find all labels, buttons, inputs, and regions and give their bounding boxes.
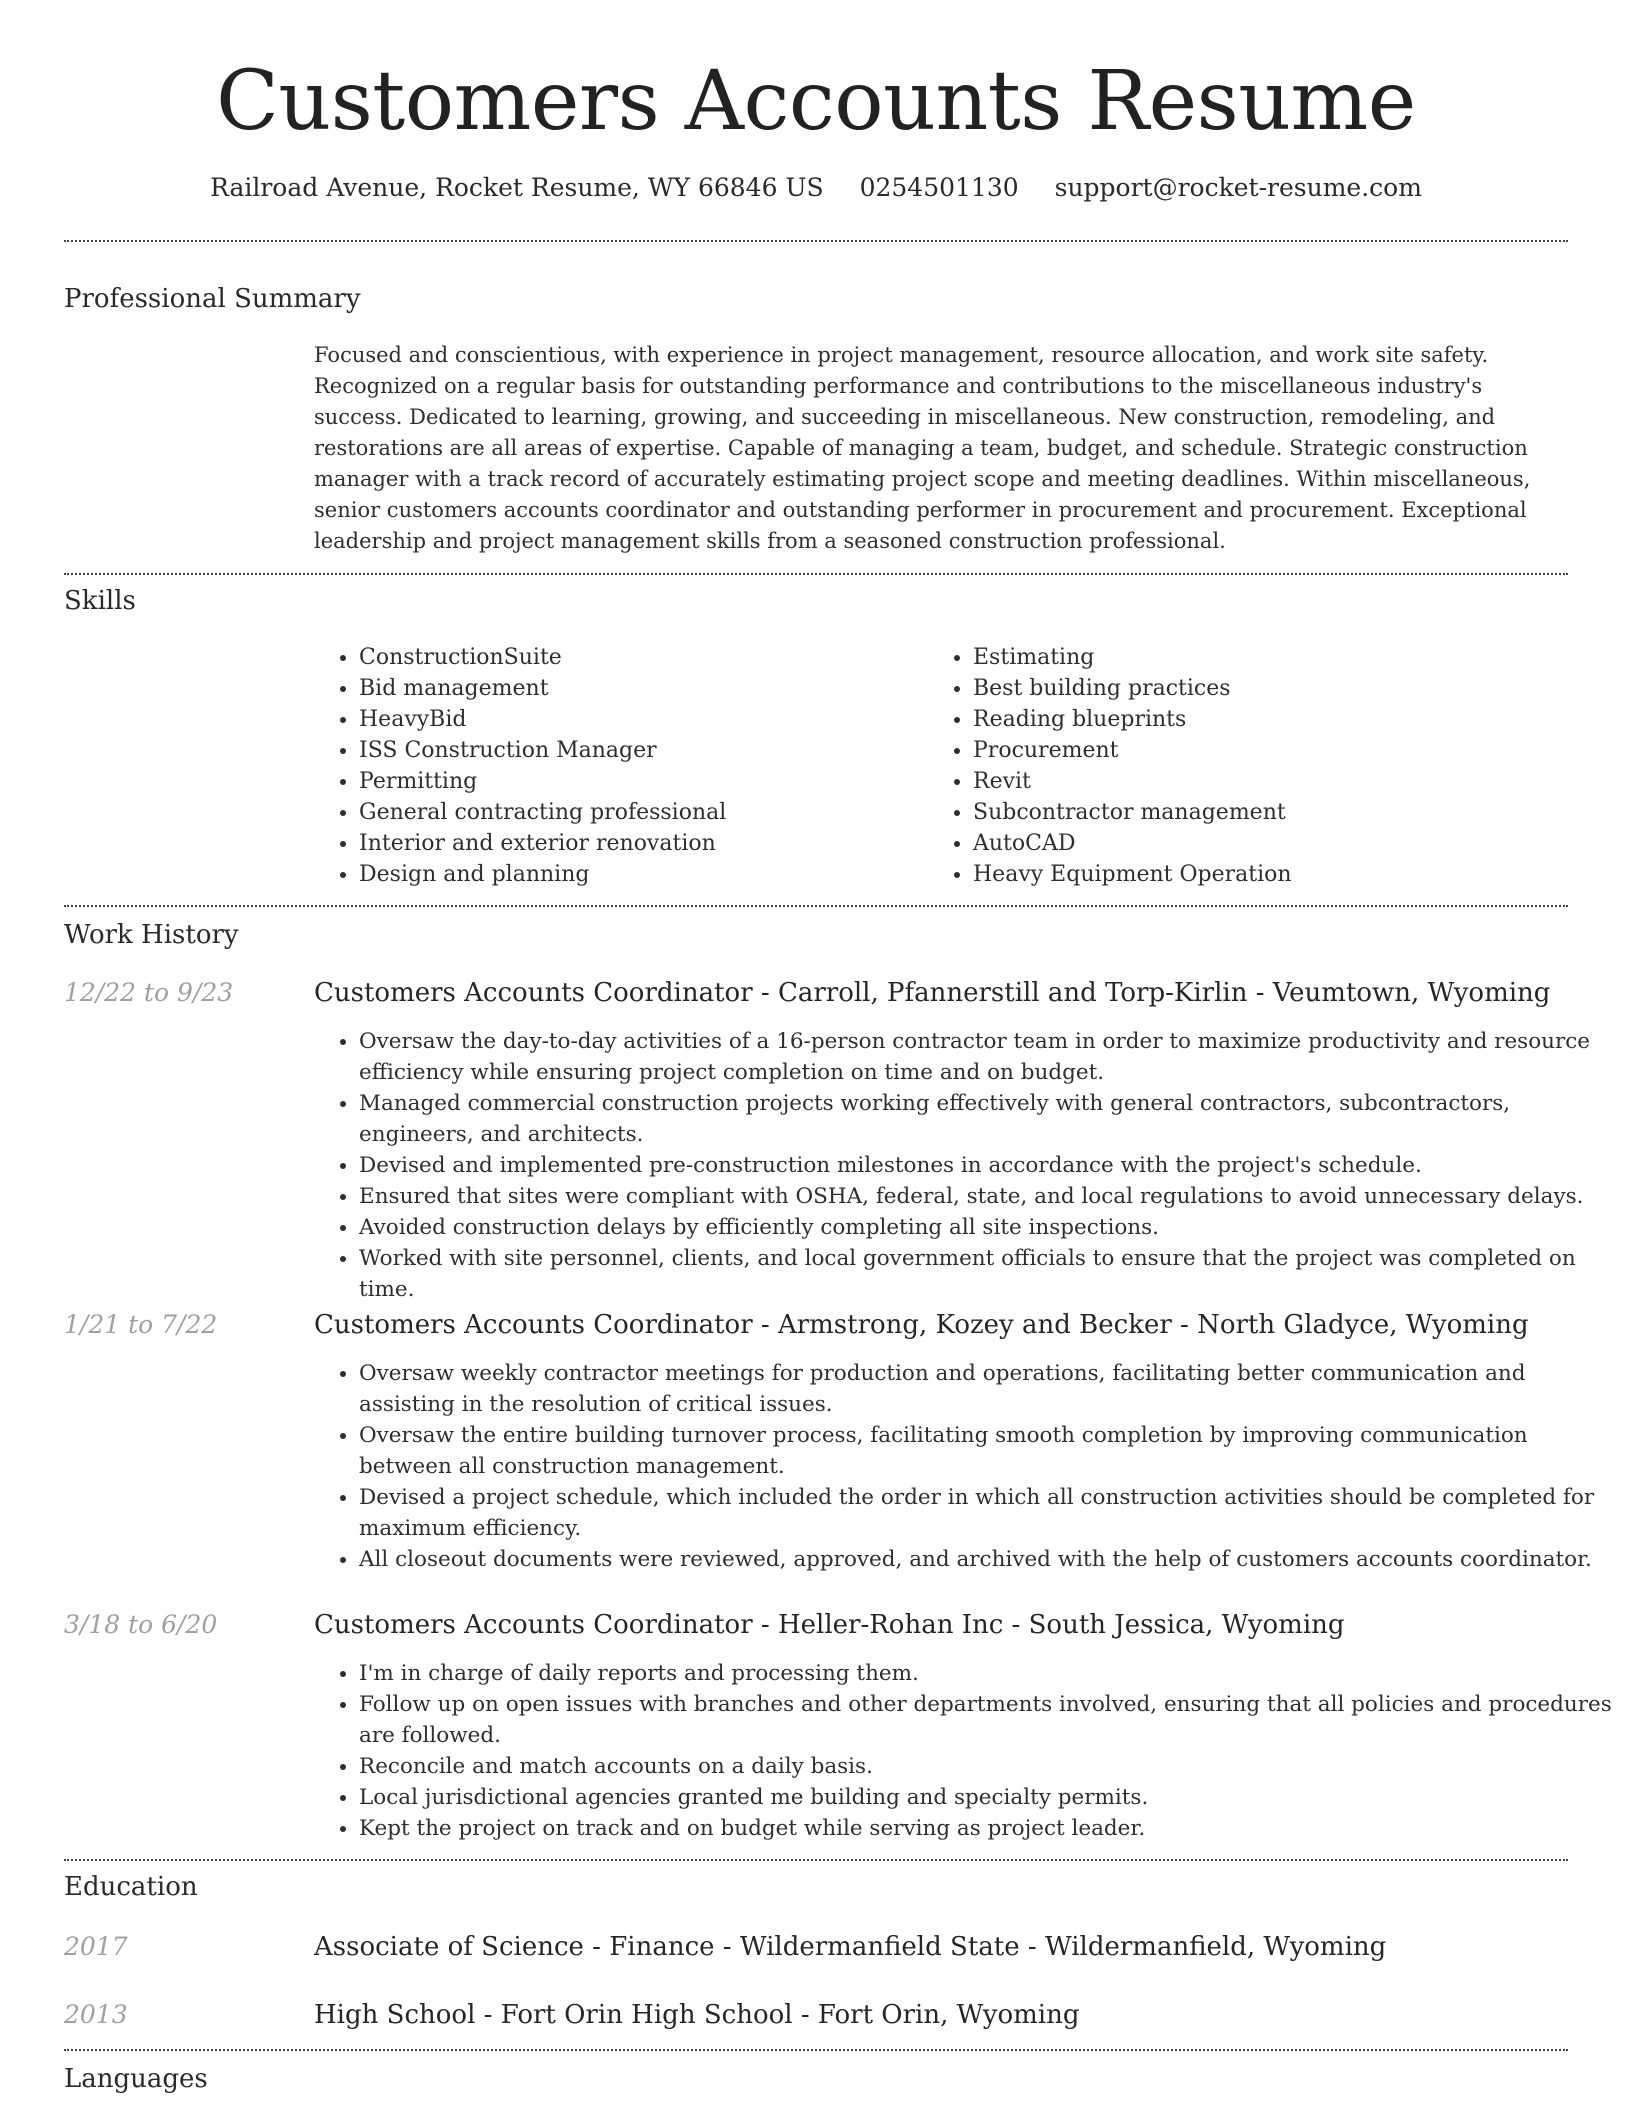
job-title: Customers Accounts Coordinator - Heller-Rohan Inc - South Jessica, Wyoming xyxy=(314,1610,1345,1640)
skill-item: • Subcontractor management xyxy=(973,797,1573,828)
skill-item: • Best building practices xyxy=(973,673,1573,704)
contact-email: support@rocket-resume.com xyxy=(1054,173,1422,202)
skill-item: • ConstructionSuite xyxy=(359,642,919,673)
job-dates: 3/18 to 6/20 xyxy=(64,1610,218,1639)
job-dates: 12/22 to 9/23 xyxy=(64,978,234,1007)
contact-address: Railroad Avenue, Rocket Resume, WY 66846 US xyxy=(210,173,824,202)
education-entry: High School - Fort Orin High School - Fort Orin, Wyoming xyxy=(314,2000,1080,2030)
divider xyxy=(64,905,1568,907)
job-dates: 1/21 to 7/22 xyxy=(64,1310,218,1339)
divider xyxy=(64,573,1568,575)
job-bullets xyxy=(314,1026,1613,1305)
job-title: Customers Accounts Coordinator - Armstrong, Kozey and Becker - North Gladyce, Wyoming xyxy=(314,1310,1529,1340)
divider xyxy=(64,1859,1568,1861)
languages-heading: Languages xyxy=(64,2064,208,2094)
job-bullet: • Follow up on open issues with branches and other departments involved, ensuring that all policies and procedures are followed. xyxy=(359,1689,1613,1751)
job-bullet: • Managed commercial construction projects working effectively with general contractors, subcontractors, engineers, and architects. xyxy=(359,1088,1613,1150)
education-heading: Education xyxy=(64,1872,198,1902)
job-bullet: • Devised a project schedule, which included the order in which all construction activities should be completed for maximum efficiency. xyxy=(359,1482,1613,1544)
skill-item: • Design and planning xyxy=(359,859,919,890)
work-heading: Work History xyxy=(64,920,239,950)
job-bullet: • Devised and implemented pre-construction milestones in accordance with the project's schedule. xyxy=(359,1150,1613,1181)
skills-heading: Skills xyxy=(64,586,136,616)
job-bullet: • Reconcile and match accounts on a daily basis. xyxy=(359,1751,1613,1782)
skill-item: • Estimating xyxy=(973,642,1573,673)
skills-list-right xyxy=(928,642,1573,890)
skill-item: • Reading blueprints xyxy=(973,704,1573,735)
skill-item: • Procurement xyxy=(973,735,1573,766)
resume-title: Customers Accounts Resume xyxy=(216,54,1416,149)
skill-item: • Interior and exterior renovation xyxy=(359,828,919,859)
divider xyxy=(64,240,1568,242)
summary-text: Focused and conscientious, with experience in project management, resource allocation, and work site safety. Recognized on a regular basis for outstanding performance and contributions to the miscellaneous industry's success. Dedicated to learning, growing, and succeeding in miscellaneous. New construction, remodeling, and restorations are all areas of expertise. Capable of managing a team, budget, and schedule. Strategic construction manager with a track record of accurately estimating project scope and meeting deadlines. Within miscellaneous, senior customers accounts coordinator and outstanding performer in procurement and procurement. Exceptional leadership and project management skills from a seasoned construction professional. xyxy=(314,343,1531,553)
education-year: 2013 xyxy=(64,2000,128,2029)
job-bullet: • Ensured that sites were compliant with OSHA, federal, state, and local regulations to avoid unnecessary delays. xyxy=(359,1181,1613,1212)
job-bullet: • Oversaw the entire building turnover process, facilitating smooth completion by improving communication between all construction management. xyxy=(359,1420,1613,1482)
contact-line xyxy=(0,170,1632,206)
contact-phone: 0254501130 xyxy=(859,173,1019,202)
skill-item: • ISS Construction Manager xyxy=(359,735,919,766)
job-bullet: • Kept the project on track and on budget while serving as project leader. xyxy=(359,1813,1613,1844)
education-entry: Associate of Science - Finance - Wildermanfield State - Wildermanfield, Wyoming xyxy=(314,1932,1387,1962)
job-bullet: • Worked with site personnel, clients, and local government officials to ensure that the project was completed on time. xyxy=(359,1243,1613,1305)
skill-item: • HeavyBid xyxy=(359,704,919,735)
skills-list-left xyxy=(314,642,919,890)
job-bullets xyxy=(314,1358,1613,1575)
skill-item: • AutoCAD xyxy=(973,828,1573,859)
divider xyxy=(64,2049,1568,2051)
job-bullet: • Oversaw weekly contractor meetings for production and operations, facilitating better communication and assisting in the resolution of critical issues. xyxy=(359,1358,1613,1420)
job-bullet: • I'm in charge of daily reports and processing them. xyxy=(359,1658,1613,1689)
summary-heading: Professional Summary xyxy=(64,284,361,314)
skill-item: • Bid management xyxy=(359,673,919,704)
job-bullet: • Local jurisdictional agencies granted me building and specialty permits. xyxy=(359,1782,1613,1813)
skill-item: • Revit xyxy=(973,766,1573,797)
education-year: 2017 xyxy=(64,1932,128,1961)
job-bullets xyxy=(314,1658,1613,1844)
skill-item: • Heavy Equipment Operation xyxy=(973,859,1573,890)
job-bullet: • All closeout documents were reviewed, approved, and archived with the help of customers accounts coordinator. xyxy=(359,1544,1613,1575)
job-bullet: • Avoided construction delays by efficiently completing all site inspections. xyxy=(359,1212,1613,1243)
skill-item: • General contracting professional xyxy=(359,797,919,828)
skill-item: • Permitting xyxy=(359,766,919,797)
job-bullet: • Oversaw the day-to-day activities of a 16-person contractor team in order to maximize productivity and resource efficiency while ensuring project completion on time and on budget. xyxy=(359,1026,1613,1088)
job-title: Customers Accounts Coordinator - Carroll, Pfannerstill and Torp-Kirlin - Veumtown, Wyoming xyxy=(314,978,1551,1008)
